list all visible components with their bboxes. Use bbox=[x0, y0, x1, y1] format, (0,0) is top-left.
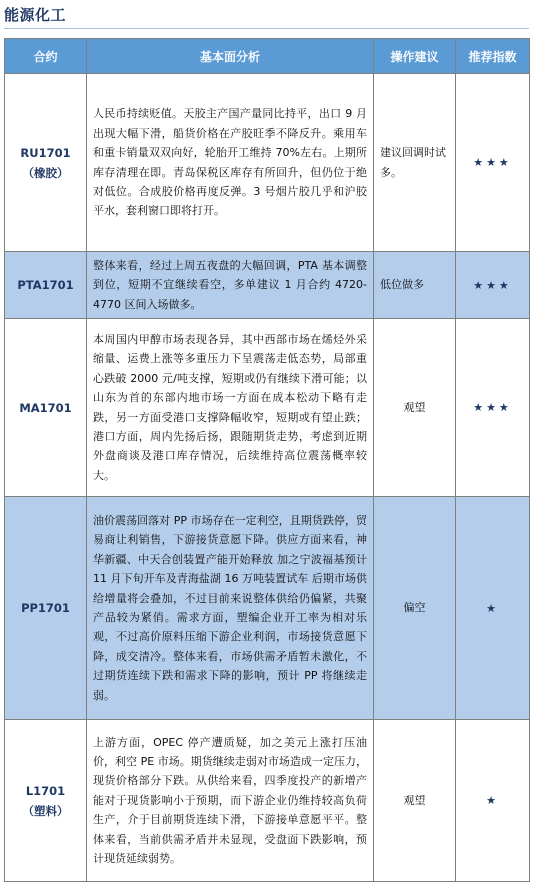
contract-alias: （橡胶） bbox=[22, 165, 69, 180]
advice-cell: 观望 bbox=[374, 319, 456, 497]
table-row bbox=[5, 74, 530, 252]
analysis-cell: 油价震荡回落对 PP 市场存在一定利空，且期货跌停，贸易商让利销售，下游接货意愿下降。供应方面来看，神华新疆、中天合创装置产能开始释放 加之宁波福基预计 11 月下旬开车及青海盐湖 16 万吨装置试车 后期市场供给增量将会叠加，不过目前来说整体供给仍偏紧，共聚产品较为紧俏。需求方面，塑编企业开工率为相对乐观，不过高价原料压缩下游企业利润，市场接货意愿下降，成交清冷。整体来看，市场供需矛盾暂未激化，不过期货连续下跌和需求下降的影响，预计 PP 将继续走弱。 bbox=[87, 497, 374, 720]
rating-cell: ★★★ bbox=[456, 319, 530, 497]
header-contract: 合约 bbox=[5, 39, 87, 74]
table-row bbox=[5, 720, 530, 882]
advice-cell: 低位做多 bbox=[374, 252, 456, 319]
contract-code: RU1701 bbox=[20, 145, 71, 160]
contract-code: MA1701 bbox=[19, 400, 72, 415]
header-rating: 推荐指数 bbox=[456, 39, 530, 74]
section-title: 能源化工 bbox=[4, 6, 67, 24]
table-row bbox=[5, 497, 530, 720]
contract-cell bbox=[5, 497, 87, 720]
rating-cell: ★★★ bbox=[456, 252, 530, 319]
analysis-cell: 整体来看，经过上周五夜盘的大幅回调，PTA 基本调整到位，短期不宜继续看空，多单建议 1 月合约 4720-4770 区间入场做多。 bbox=[87, 252, 374, 319]
analysis-cell: 上游方面，OPEC 停产遭质疑，加之美元上涨打压油价，利空 PE 市场。期货继续走弱对市场造成一定压力，现货价格部分下跌。从供给来看，四季度投产的新增产能对于现货影响小于预期，而下游企业仍维持较高负荷生产，介于目前期货连续下滑，下游接单意愿平平。整体来看，当前供需矛盾并未显现，受盘面下跌影响，预计现货延续弱势。 bbox=[87, 720, 374, 882]
contract-cell bbox=[5, 720, 87, 882]
title-divider bbox=[4, 28, 529, 29]
rating-cell: ★ bbox=[456, 497, 530, 720]
contract-cell bbox=[5, 252, 87, 319]
advice-cell: 建议回调时试多。 bbox=[374, 74, 456, 252]
contract-cell bbox=[5, 74, 87, 252]
table-row bbox=[5, 319, 530, 497]
rating-cell: ★ bbox=[456, 720, 530, 882]
analysis-cell: 本周国内甲醇市场表现各异，其中西部市场在烯烃外采缩量、运费上涨等多重压力下呈震荡走低态势，局部重心跌破 2000 元/吨支撑，短期或仍有继续下滑可能；以山东为首的东部内地市场一方面在成本松动下略有走跌，另一方面受港口支撑降幅收窄，短期或有望止跌；港口方面，周内先扬后扬，跟随期货走势，考虑到近期外盘商谈及港口库存情况，后续维持高位震荡概率较大。 bbox=[87, 319, 374, 497]
advice-cell: 偏空 bbox=[374, 497, 456, 720]
contract-alias: （塑料） bbox=[22, 803, 69, 818]
contract-code: PP1701 bbox=[21, 601, 70, 615]
contract-cell bbox=[5, 319, 87, 497]
analysis-cell: 人民币持续贬值。天胶主产国产量同比持平，出口 9 月出现大幅下滑，船货价格在产胶旺季不降反升。乘用车和重卡销量双双向好，轮胎开工维持 70%左右。上期所库存清理在即。青岛保税区库存有所回升，但仍位于绝对低位。合成胶价格再度反弹。3 号烟片胶几乎和沪胶平水，套利窗口即将打开。 bbox=[87, 74, 374, 252]
fundamentals-table bbox=[4, 38, 530, 882]
rating-cell: ★★★ bbox=[456, 74, 530, 252]
header-analysis: 基本面分析 bbox=[87, 39, 374, 74]
contract-code: PTA1701 bbox=[17, 278, 74, 292]
table-row bbox=[5, 252, 530, 319]
table-header-row bbox=[5, 39, 530, 74]
advice-cell: 观望 bbox=[374, 720, 456, 882]
contract-code: L1701 bbox=[25, 783, 66, 798]
header-advice: 操作建议 bbox=[374, 39, 456, 74]
